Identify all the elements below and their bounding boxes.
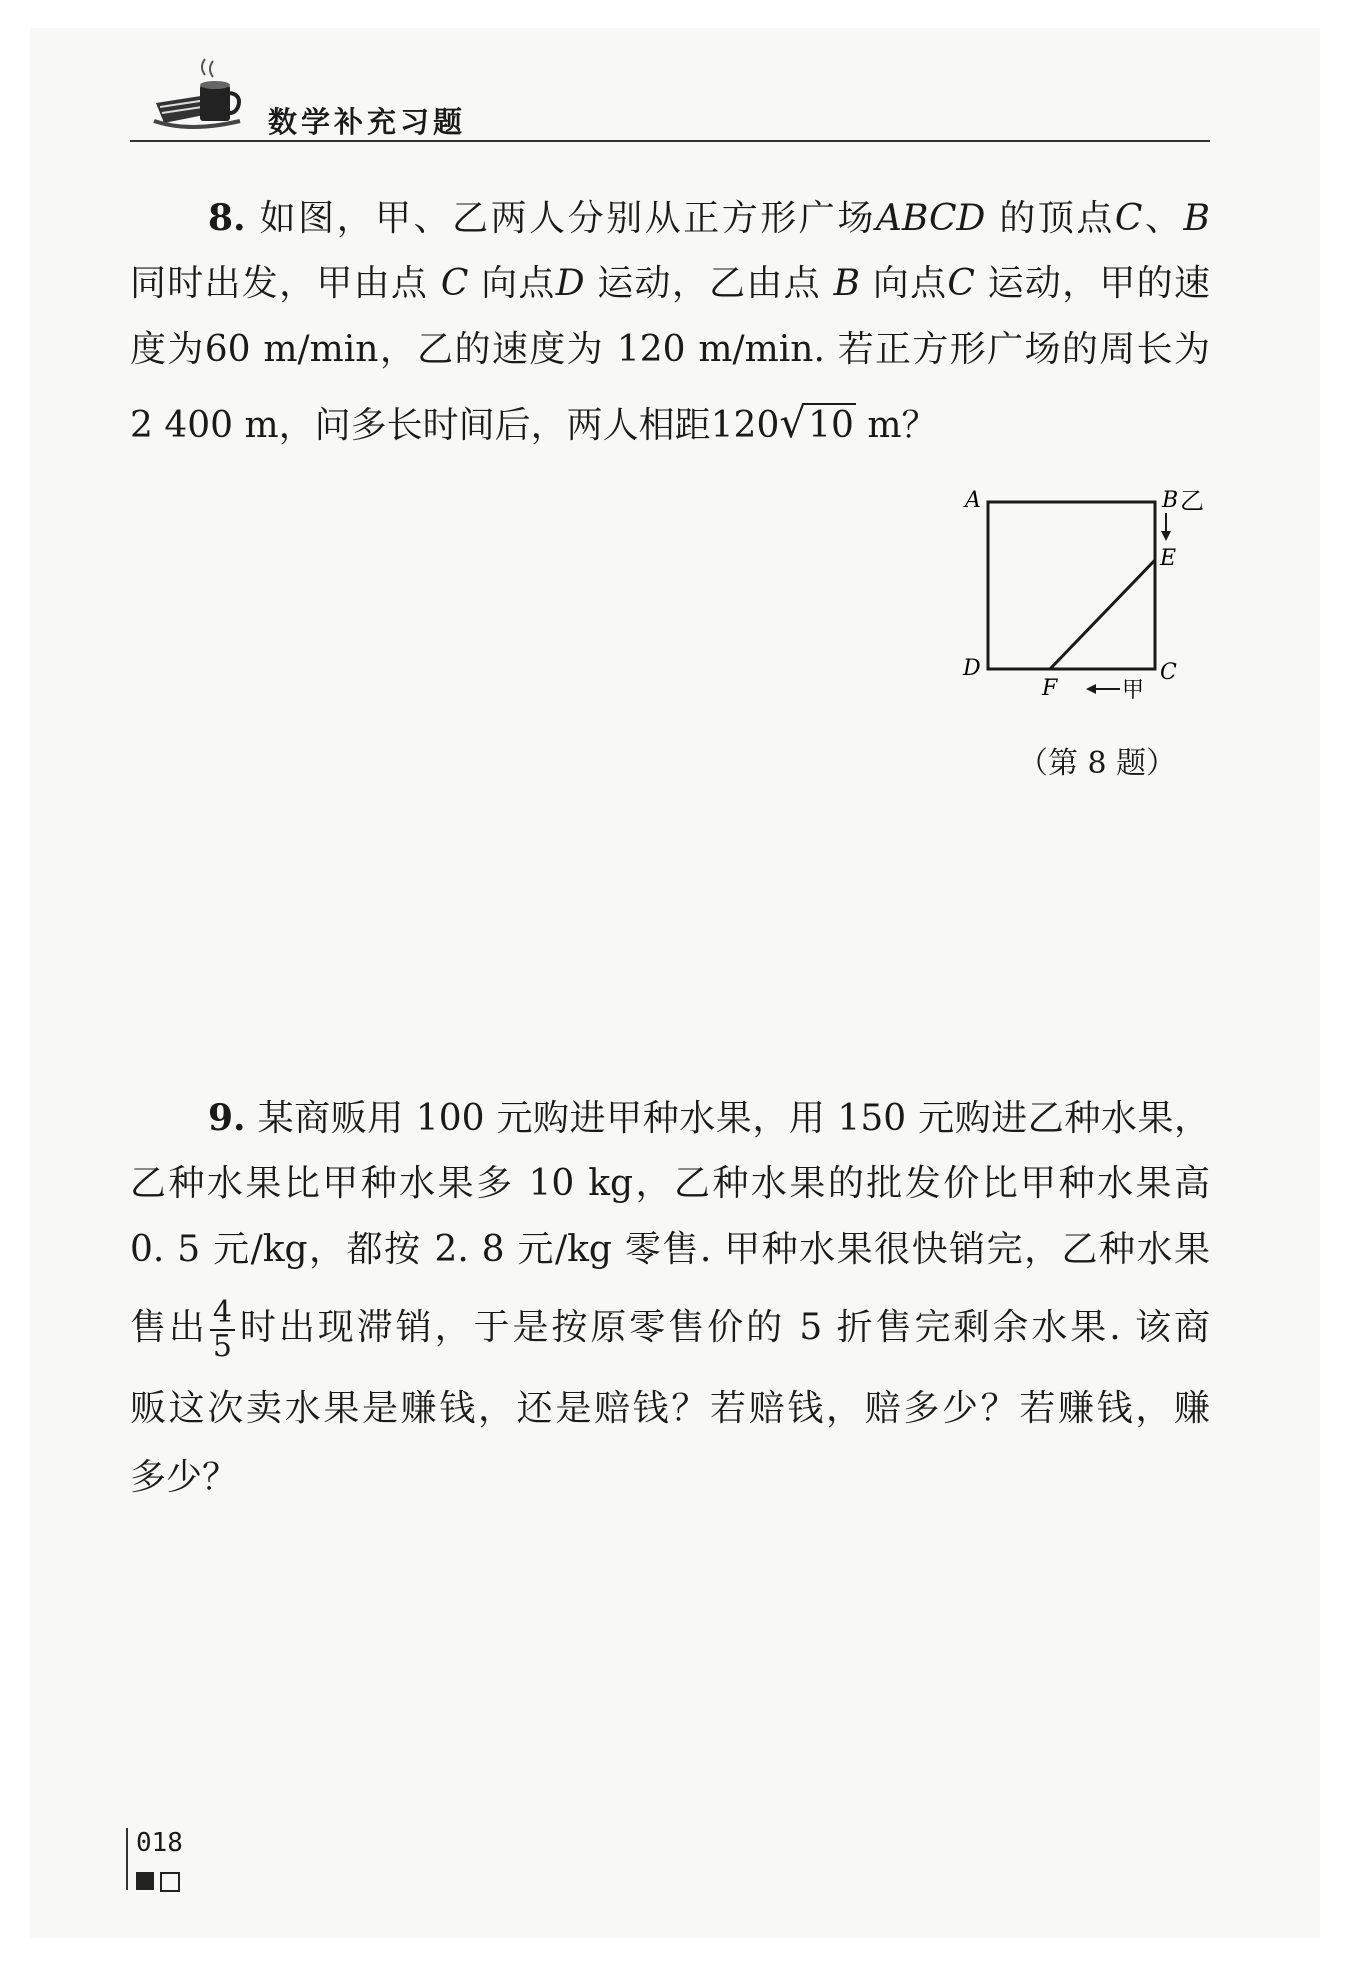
problem-9-line-1 (130, 1085, 1210, 1151)
label-a: A (965, 488, 981, 513)
label-d: D (963, 656, 981, 681)
footer-bar (126, 1828, 128, 1890)
point-label: C (440, 263, 469, 304)
text: 的顶点 (999, 198, 1115, 239)
text: 如图，甲、乙两人分别从正方形广场 (259, 198, 876, 239)
problem-8-line-4 (130, 383, 1210, 463)
problem-9-line-5: 贩这次卖水果是赚钱，还是赔钱？若赔钱，赔多少？若赚钱，赚 (130, 1388, 1210, 1429)
arrowhead-down-icon (1161, 531, 1171, 541)
text: 、 (1142, 198, 1184, 239)
label-e: E (1160, 546, 1177, 571)
text: 同时出发，甲由点 (130, 263, 429, 304)
problem-9 (130, 1085, 1210, 1511)
page-number: 018 (136, 1828, 183, 1858)
text: 向点 (872, 263, 948, 304)
problem-9-line-2: 乙种水果比甲种水果多 10 kg，乙种水果的批发价比甲种水果高 (130, 1163, 1210, 1204)
problem-9-line-6: 多少？ (130, 1457, 239, 1498)
problem-9-line-3: 0. 5 元/kg，都按 2. 8 元/kg 零售. 甲种水果很快销完，乙种水果 (130, 1229, 1210, 1270)
label-c: C (1160, 660, 1177, 685)
text: 2 400 m，问多长时间后，两人相距120 (130, 405, 780, 446)
problem-8-line-2 (130, 251, 1210, 317)
problem-8 (130, 185, 1210, 463)
point-label: D (555, 263, 585, 304)
book-and-cup-logo-icon (150, 55, 270, 137)
problem-8-line-1 (130, 185, 1210, 251)
square-root: √10 (779, 398, 854, 447)
figure-caption: （第 8 题） (1018, 746, 1177, 781)
point-label: B (1183, 198, 1210, 239)
denominator: 5 (212, 1329, 232, 1364)
text: 向点 (481, 263, 556, 304)
problem-9-line-4 (130, 1283, 1210, 1373)
segment-ef (1050, 560, 1155, 669)
problem-number: 9. (208, 1097, 246, 1139)
book-title: 数学补充习题 (268, 105, 467, 139)
text: m？ (855, 405, 938, 446)
point-label: B (833, 263, 861, 304)
label-b: B (1162, 488, 1179, 513)
square-plaza-figure (960, 485, 1230, 715)
text: 售出 (130, 1307, 208, 1348)
label-jia: 甲 (1122, 678, 1145, 703)
problem-8-line-3: 度为60 m/min，乙的速度为 120 m/min. 若正方形广场的周长为 (130, 329, 1210, 370)
text: 运动，甲的速 (987, 263, 1210, 304)
text: 运动，乙由点 (597, 263, 821, 304)
point-label: C (947, 263, 975, 304)
radicand: 10 (808, 405, 854, 446)
filled-square-icon (136, 1872, 154, 1890)
label-f: F (1042, 676, 1058, 701)
empty-square-icon (160, 1872, 180, 1892)
page-header (130, 55, 1210, 145)
label-yi: 乙 (1180, 487, 1204, 515)
text: 时出现滞销，于是按原零售价的 5 折售完剩余水果. 该商 (236, 1307, 1210, 1348)
arrowhead-left-icon (1086, 684, 1096, 694)
square-name: ABCD (875, 198, 986, 239)
header-divider (130, 140, 1210, 142)
fraction-four-fifths (210, 1297, 235, 1363)
point-label: C (1114, 198, 1143, 239)
numerator: 4 (210, 1297, 235, 1331)
text: 某商贩用 100 元购进甲种水果，用 150 元购进乙种水果， (257, 1098, 1210, 1139)
problem-number: 8. (208, 197, 246, 239)
